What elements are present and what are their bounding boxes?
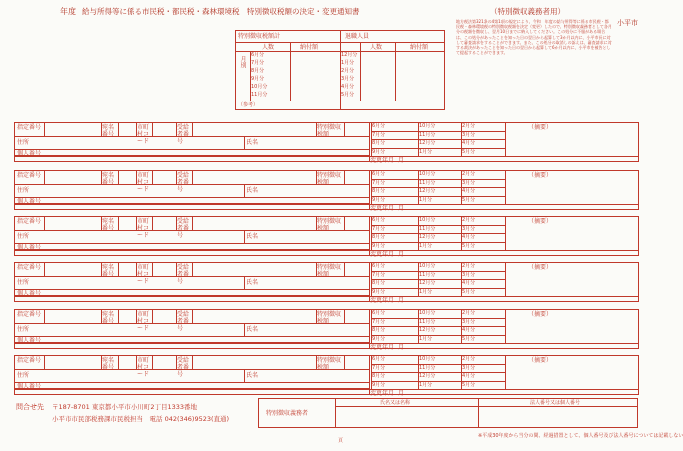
record-month: 7月分 bbox=[372, 318, 386, 325]
label-address-code: 指定番号 bbox=[17, 357, 42, 364]
summary-month: 3月分 bbox=[341, 76, 355, 82]
label-receiver: 受給者番号 bbox=[177, 124, 190, 145]
label-name: 氏名 bbox=[246, 372, 259, 379]
record-month: 1月分 bbox=[419, 242, 433, 249]
label-address: 住所 bbox=[17, 372, 30, 379]
record-month: 9月分 bbox=[372, 288, 386, 295]
summary-header-change: 退職人員 bbox=[345, 33, 370, 40]
record-month: 6月分 bbox=[372, 356, 386, 362]
summary-header-tax: 納付額 bbox=[300, 44, 319, 51]
label-myno: 個人番号 bbox=[17, 383, 42, 390]
record-month: 9月分 bbox=[372, 335, 386, 342]
label-receiver: 受給者番号 bbox=[177, 311, 190, 332]
record-month: 7月分 bbox=[372, 271, 386, 278]
contact-department: 小平市市民部税務課市民税担当 電話 042(346)9523(直通) bbox=[52, 415, 230, 423]
label-name: 氏名 bbox=[246, 139, 259, 146]
record-month: 10月分 bbox=[419, 263, 436, 269]
summary-month: 6月分 bbox=[251, 52, 265, 58]
record-month: 1月分 bbox=[419, 288, 433, 295]
summary-month: 8月分 bbox=[251, 68, 265, 74]
record-month: 1月分 bbox=[419, 148, 433, 155]
label-address: 住所 bbox=[17, 279, 30, 286]
record-month: 12月分 bbox=[419, 188, 436, 194]
label-city-code: 市町村コード bbox=[137, 311, 150, 332]
summary-ref-label: （参考） bbox=[238, 102, 259, 108]
label-name: 氏名 bbox=[246, 326, 259, 333]
summary-month: 10月分 bbox=[251, 84, 268, 90]
record-month: 4月分 bbox=[462, 280, 476, 286]
bottom-note: ※平成30年度から当分の間、経過措置として、個人番号及び法人番号については記載しない bbox=[478, 433, 683, 439]
record-month: 8月分 bbox=[372, 234, 386, 240]
record-month: 12月分 bbox=[419, 327, 436, 333]
label-address-code: 指定番号 bbox=[17, 218, 42, 225]
record-month: 7月分 bbox=[372, 179, 386, 186]
record-month: 10月分 bbox=[419, 217, 436, 223]
label-city-code: 市町村コード bbox=[137, 357, 150, 378]
summary-month: 9月分 bbox=[251, 76, 265, 82]
record-month: 9月分 bbox=[372, 242, 386, 249]
label-address-code: 指定番号 bbox=[17, 124, 42, 131]
label-myno: 個人番号 bbox=[17, 150, 42, 157]
record-month: 9月分 bbox=[372, 381, 386, 388]
record-month: 11月分 bbox=[419, 271, 436, 278]
label-remarks: （摘要） bbox=[528, 311, 553, 318]
label-tax-no: 宛名番号 bbox=[102, 311, 115, 325]
record-month: 2月分 bbox=[462, 171, 476, 177]
summary-month: 7月分 bbox=[251, 60, 265, 66]
label-remarks: （摘要） bbox=[528, 218, 553, 225]
record-month: 5月分 bbox=[462, 288, 476, 295]
obligor-number-header: 法人番号又は個人番号 bbox=[530, 400, 581, 406]
label-tax-amount: 特別徴収税額 bbox=[317, 357, 342, 371]
record-month: 1月分 bbox=[419, 335, 433, 342]
summary-month: 11月分 bbox=[251, 92, 268, 98]
record-month: 10月分 bbox=[419, 356, 436, 362]
label-myno: 個人番号 bbox=[17, 244, 42, 251]
record-month: 2月分 bbox=[462, 263, 476, 269]
label-address-code: 指定番号 bbox=[17, 172, 42, 179]
record-month: 5月分 bbox=[462, 335, 476, 342]
record-month: 12月分 bbox=[419, 373, 436, 379]
record-month: 8月分 bbox=[372, 373, 386, 379]
label-change-month: 変更年月 bbox=[370, 297, 395, 304]
summary-month: 12月分 bbox=[341, 52, 358, 58]
label-city-code: 市町村コード bbox=[137, 172, 150, 193]
record-month: 10月分 bbox=[419, 310, 436, 316]
record-month: 2月分 bbox=[462, 310, 476, 316]
record-month: 3月分 bbox=[462, 364, 476, 371]
label-myno: 個人番号 bbox=[17, 290, 42, 297]
record-month: 1月分 bbox=[419, 196, 433, 203]
label-address-code: 指定番号 bbox=[17, 264, 42, 271]
legal-notice: 地方税法第321条の4第1項の規定により、令和 年度の給与所得等に係る市民税・都民税・森林環境税の特別徴収税額を決定（変更）したので、特別徴収義務者として各月分の税額を徴収し、翌月10日までに納入してください。この処分に不服がある場合は、この処分があったことを知った日の翌日から起算して3か月以内に、小平市長に対して審査請求をすることができます。また、この処分の取消しの訴えは、審査請求に対する裁決があったことを知った日の翌日から起算して6か月以内に、小平市を被告として提起することができます。 bbox=[456, 19, 612, 56]
label-receiver: 受給者番号 bbox=[177, 264, 190, 285]
obligor-name-header: 氏名又は名称 bbox=[380, 400, 411, 406]
record-month: 11月分 bbox=[419, 225, 436, 232]
label-tax-no: 宛名番号 bbox=[102, 172, 115, 186]
label-name: 氏名 bbox=[246, 233, 259, 240]
record-month: 3月分 bbox=[462, 179, 476, 186]
record-month: 6月分 bbox=[372, 310, 386, 316]
record-month: 11月分 bbox=[419, 364, 436, 371]
record-month: 12月分 bbox=[419, 234, 436, 240]
label-city-code: 市町村コード bbox=[137, 218, 150, 239]
record-month: 2月分 bbox=[462, 123, 476, 129]
label-remarks: （摘要） bbox=[528, 172, 553, 179]
record-month: 6月分 bbox=[372, 171, 386, 177]
record-month: 2月分 bbox=[462, 217, 476, 223]
label-tax-amount: 特別徴収税額 bbox=[317, 264, 342, 278]
label-month-col: 月 bbox=[398, 344, 405, 351]
summary-header-people2: 人数 bbox=[370, 44, 383, 51]
label-name: 氏名 bbox=[246, 279, 259, 286]
label-name: 氏名 bbox=[246, 187, 259, 194]
label-address: 住所 bbox=[17, 187, 30, 194]
record-month: 3月分 bbox=[462, 225, 476, 232]
document-title: 給与所得等に係る市民税・都民税・森林環境税 特別徴収税額の決定・変更通知書 bbox=[82, 7, 360, 16]
summary-month: 2月分 bbox=[341, 68, 355, 74]
summary-month: 5月分 bbox=[341, 92, 355, 98]
label-remarks: （摘要） bbox=[528, 264, 553, 271]
record-month: 3月分 bbox=[462, 131, 476, 138]
label-address-code: 指定番号 bbox=[17, 311, 42, 318]
record-month: 4月分 bbox=[462, 188, 476, 194]
document-title-tag: （特別徴収義務者用） bbox=[490, 7, 565, 16]
label-tax-no: 宛名番号 bbox=[102, 264, 115, 278]
label-tax-amount: 特別徴収税額 bbox=[317, 218, 342, 232]
record-month: 6月分 bbox=[372, 263, 386, 269]
label-myno: 個人番号 bbox=[17, 198, 42, 205]
record-month: 7月分 bbox=[372, 225, 386, 232]
label-address: 住所 bbox=[17, 326, 30, 333]
record-month: 9月分 bbox=[372, 196, 386, 203]
record-month: 4月分 bbox=[462, 234, 476, 240]
label-myno: 個人番号 bbox=[17, 337, 42, 344]
label-change-month: 変更年月 bbox=[370, 157, 395, 164]
contact-label: 問合せ先 bbox=[16, 403, 44, 411]
record-month: 10月分 bbox=[419, 171, 436, 177]
record-month: 5月分 bbox=[462, 196, 476, 203]
label-change-month: 変更年月 bbox=[370, 205, 395, 212]
label-tax-no: 宛名番号 bbox=[102, 124, 115, 138]
record-month: 2月分 bbox=[462, 356, 476, 362]
record-month: 3月分 bbox=[462, 271, 476, 278]
record-month: 11月分 bbox=[419, 179, 436, 186]
record-month: 7月分 bbox=[372, 131, 386, 138]
label-month-col: 月 bbox=[398, 157, 405, 164]
record-month: 4月分 bbox=[462, 373, 476, 379]
label-change-month: 変更年月 bbox=[370, 344, 395, 351]
year-label: 年度 bbox=[60, 7, 76, 16]
record-month: 11月分 bbox=[419, 318, 436, 325]
summary-month: 4月分 bbox=[341, 84, 355, 90]
record-month: 5月分 bbox=[462, 381, 476, 388]
summary-label: 特別徴収税額計 bbox=[238, 33, 281, 40]
record-month: 10月分 bbox=[419, 123, 436, 129]
record-month: 1月分 bbox=[419, 381, 433, 388]
summary-header-tax2: 納付額 bbox=[410, 44, 429, 51]
record-month: 6月分 bbox=[372, 123, 386, 129]
label-tax-no: 宛名番号 bbox=[102, 218, 115, 232]
label-change-month: 変更年月 bbox=[370, 251, 395, 258]
label-city-code: 市町村コード bbox=[137, 264, 150, 285]
obligor-label: 特別徴収義務者 bbox=[266, 410, 309, 417]
label-change-month: 変更年月 bbox=[370, 390, 395, 397]
label-tax-amount: 特別徴収税額 bbox=[317, 124, 342, 138]
record-month: 3月分 bbox=[462, 318, 476, 325]
page-label: 頁 bbox=[338, 438, 344, 444]
record-month: 8月分 bbox=[372, 280, 386, 286]
label-tax-amount: 特別徴収税額 bbox=[317, 172, 342, 186]
obligor-table bbox=[258, 398, 638, 428]
record-month: 7月分 bbox=[372, 364, 386, 371]
label-month-col: 月 bbox=[398, 251, 405, 258]
label-city-code: 市町村コード bbox=[137, 124, 150, 145]
record-month: 11月分 bbox=[419, 131, 436, 138]
record-month: 12月分 bbox=[419, 140, 436, 146]
record-month: 9月分 bbox=[372, 148, 386, 155]
summary-month-label: 月別 bbox=[239, 56, 246, 68]
label-address: 住所 bbox=[17, 139, 30, 146]
record-month: 5月分 bbox=[462, 242, 476, 249]
label-address: 住所 bbox=[17, 233, 30, 240]
record-month: 12月分 bbox=[419, 280, 436, 286]
record-month: 8月分 bbox=[372, 327, 386, 333]
label-month-col: 月 bbox=[398, 205, 405, 212]
label-month-col: 月 bbox=[398, 297, 405, 304]
city-name: 小平市 bbox=[617, 19, 638, 27]
label-remarks: （摘要） bbox=[528, 357, 553, 364]
label-receiver: 受給者番号 bbox=[177, 357, 190, 378]
label-receiver: 受給者番号 bbox=[177, 172, 190, 193]
label-tax-amount: 特別徴収税額 bbox=[317, 311, 342, 325]
contact-address: 〒187-8701 東京都小平市小川町2丁目1333番地 bbox=[52, 403, 198, 411]
record-month: 4月分 bbox=[462, 140, 476, 146]
label-receiver: 受給者番号 bbox=[177, 218, 190, 239]
summary-month: 1月分 bbox=[341, 60, 355, 66]
label-tax-no: 宛名番号 bbox=[102, 357, 115, 371]
record-month: 4月分 bbox=[462, 327, 476, 333]
summary-header-people: 人数 bbox=[262, 44, 275, 51]
record-month: 5月分 bbox=[462, 148, 476, 155]
label-month-col: 月 bbox=[398, 390, 405, 397]
record-month: 8月分 bbox=[372, 140, 386, 146]
record-month: 6月分 bbox=[372, 217, 386, 223]
record-month: 8月分 bbox=[372, 188, 386, 194]
label-remarks: （摘要） bbox=[528, 124, 553, 131]
